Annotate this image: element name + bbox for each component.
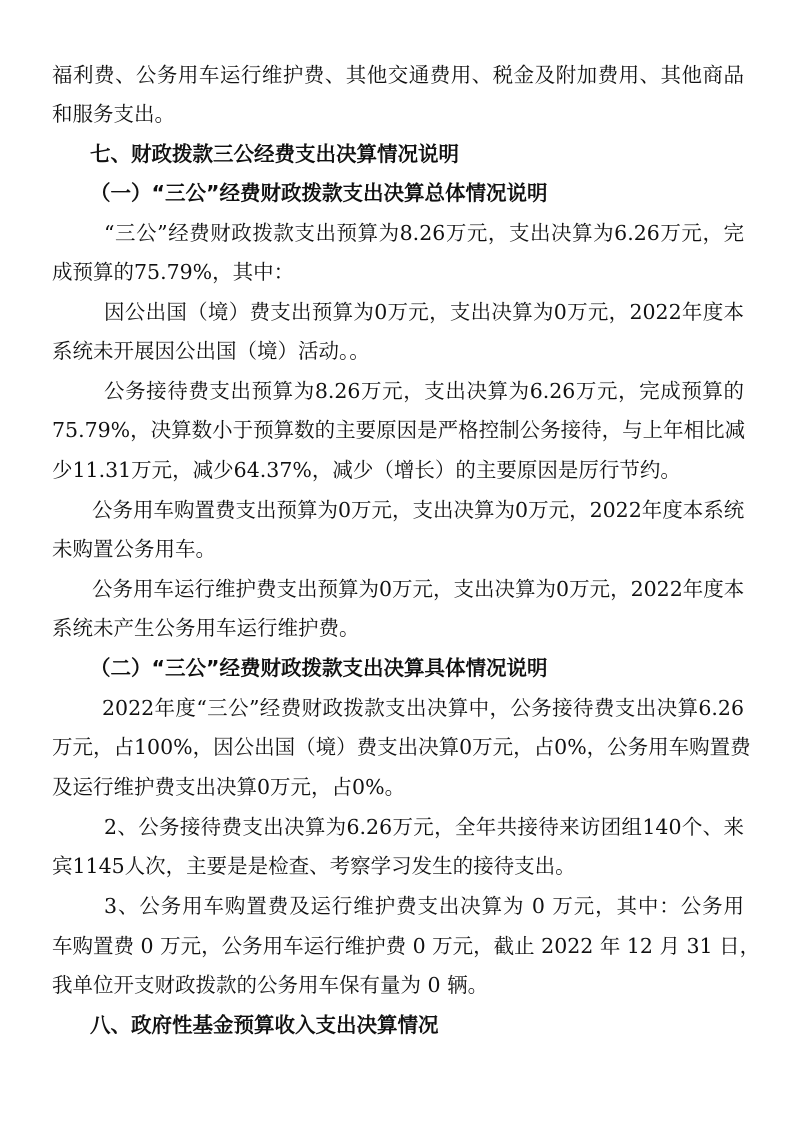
body-text-line: 公务接待费支出预算为8.26万元，支出决算为6.26万元，完成预算的	[104, 379, 744, 403]
section-heading: 八、政府性基金预算收入支出决算情况	[90, 1013, 439, 1037]
body-text-line: 公务用车运行维护费支出预算为0万元，支出决算为0万元，2022年度本	[92, 577, 745, 601]
subsection-heading: （二）“三公”经费财政拨款支出决算具体情况说明	[90, 656, 548, 680]
body-text-line: 我单位开支财政拨款的公务用车保有量为 0 辆。	[52, 973, 489, 997]
body-text-line: 及运行维护费支出决算0万元，占0%。	[52, 775, 406, 799]
body-text-line: 宾1145人次，主要是是检查、考察学习发生的接待支出。	[52, 854, 576, 878]
body-text-line: 福利费、公务用车运行维护费、其他交通费用、税金及附加费用、其他商品	[52, 63, 744, 87]
body-text-line: 因公出国（境）费支出预算为0万元，支出决算为0万元，2022年度本	[104, 300, 744, 324]
body-text-line: 成预算的75.79%，其中：	[52, 260, 295, 284]
body-text-line: 和服务支出。	[52, 102, 175, 126]
body-text-line: 公务用车购置费支出预算为0万元，支出决算为0万元，2022年度本系统	[92, 498, 745, 522]
body-text-line: 未购置公务用车。	[52, 537, 216, 561]
body-text-line: 万元，占100%，因公出国（境）费支出决算0万元，占0%，公务用车购置费	[52, 735, 751, 759]
body-text-line: 系统未开展因公出国（境）活动。。	[52, 339, 370, 363]
section-heading: 七、财政拨款三公经费支出决算情况说明	[90, 142, 459, 166]
subsection-heading: （一）“三公”经费财政拨款支出决算总体情况说明	[90, 181, 548, 205]
body-text-line: 少11.31万元，减少64.37%，减少（增长）的主要原因是厉行节约。	[52, 458, 681, 482]
body-text-line: “三公”经费财政拨款支出预算为8.26万元，支出决算为6.26万元，完	[104, 221, 744, 245]
body-text-line: 系统未产生公务用车运行维护费。	[52, 616, 360, 640]
body-text-line: 2、公务接待费支出决算为6.26万元，全年共接待来访团组140个、来	[104, 815, 744, 839]
body-text-line: 75.79%，决算数小于预算数的主要原因是严格控制公务接待，与上年相比减	[52, 418, 746, 442]
body-text-line: 2022年度“三公”经费财政拨款支出决算中，公务接待费支出决算6.26	[102, 696, 744, 720]
body-text-line: 3、公务用车购置费及运行维护费支出决算为 0 万元，其中：公务用	[104, 894, 744, 918]
body-text-line: 车购置费 0 万元，公务用车运行维护费 0 万元，截止 2022 年 12 月 31 日，	[52, 934, 761, 958]
